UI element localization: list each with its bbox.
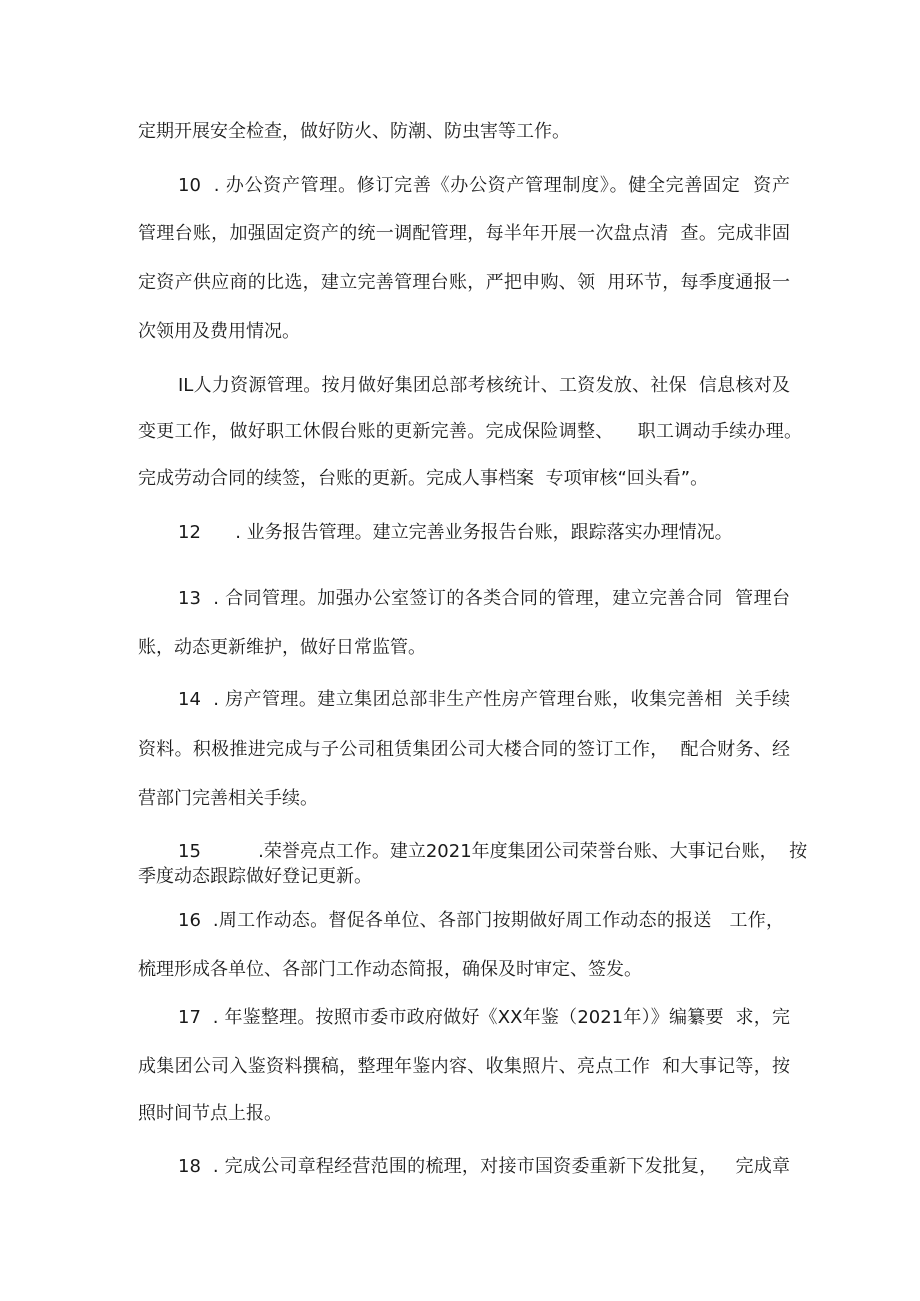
text-line: 管理台账，加强固定资产的统一调配管理，每半年开展一次盘点清 查。完成非固 xyxy=(138,223,790,244)
text-line: 15 .荣誉亮点工作。建立2021年度集团公司荣誉台账、大事记台账， 按 xyxy=(178,841,808,862)
text-line: 14 . 房产管理。建立集团总部非生产性房产管理台账，收集完善相 关手续 xyxy=(178,689,790,710)
text-line: 18 . 完成公司章程经营范围的梳理，对接市国资委重新下发批复， 完成章 xyxy=(178,1156,790,1177)
text-line: 完成劳动合同的续签，台账的更新。完成人事档案 专项审核“回头看”。 xyxy=(138,468,709,489)
text-line: 资料。积极推进完成与子公司租赁集团公司大楼合同的签订工作， 配合财务、经 xyxy=(138,739,790,760)
text-line: 次领用及费用情况。 xyxy=(138,321,300,342)
text-line: IL人力资源管理。按月做好集团总部考核统计、工资发放、社保 信息核对及 xyxy=(178,375,790,396)
text-line: 季度动态跟踪做好登记更新。 xyxy=(138,866,372,887)
text-line: 13 . 合同管理。加强办公室签订的各类合同的管理，建立完善合同 管理台 xyxy=(178,588,790,609)
text-line: 10 . 办公资产管理。修订完善《办公资产管理制度》。健全完善固定 资产 xyxy=(178,175,790,196)
text-line: 账，动态更新维护，做好日常监管。 xyxy=(138,637,426,658)
text-line: 变更工作，做好职工休假台账的更新完善。完成保险调整、 职工调动手续办理。 xyxy=(138,421,802,442)
text-line: 照时间节点上报。 xyxy=(138,1103,282,1124)
text-line: 12 . 业务报告管理。建立完善业务报告台账，跟踪落实办理情况。 xyxy=(178,522,733,543)
text-line: 梳理形成各单位、各部门工作动态简报，确保及时审定、签发。 xyxy=(138,959,642,980)
text-line: 16 .周工作动态。督促各单位、各部门按期做好周工作动态的报送 工作， xyxy=(178,910,784,931)
text-line: 定资产供应商的比选，建立完善管理台账，严把申购、领 用环节，每季度通报一 xyxy=(138,272,790,293)
text-line: 17 . 年鉴整理。按照市委市政府做好《XX年鉴（2021年）》编纂要 求，完 xyxy=(178,1007,790,1028)
text-line: 营部门完善相关手续。 xyxy=(138,788,318,809)
text-line: 成集团公司入鉴资料撰稿，整理年鉴内容、收集照片、亮点工作 和大事记等，按 xyxy=(138,1056,790,1077)
text-line: 定期开展安全检查，做好防火、防潮、防虫害等工作。 xyxy=(138,121,570,142)
